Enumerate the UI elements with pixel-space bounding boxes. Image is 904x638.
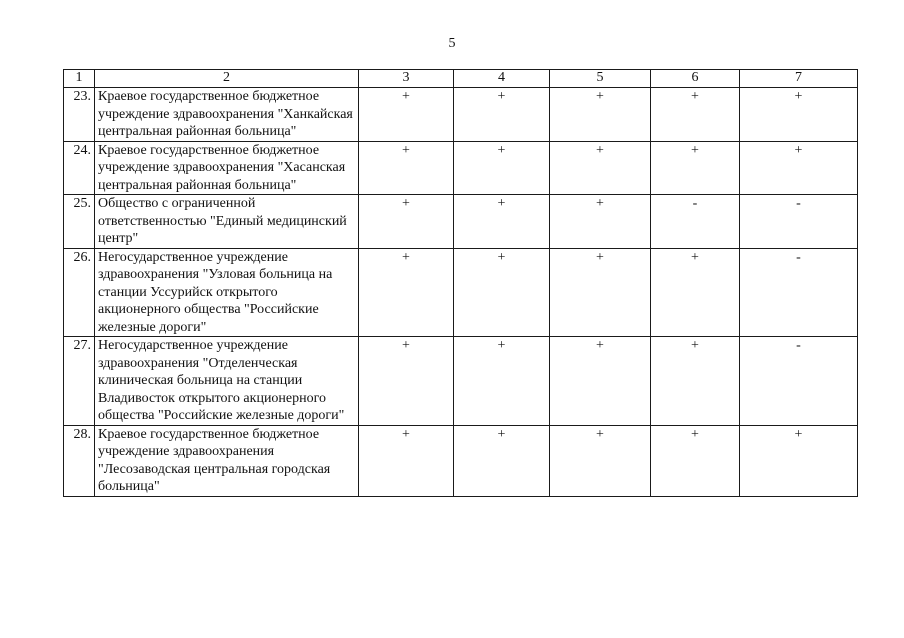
header-col-6: 6 <box>651 70 740 88</box>
header-col-5: 5 <box>550 70 651 88</box>
mark-col-7: + <box>740 141 858 195</box>
header-col-2: 2 <box>95 70 359 88</box>
mark-col-5: + <box>550 248 651 337</box>
mark-col-6: - <box>651 195 740 249</box>
institution-name: Краевое государственное бюджетное учреждение здравоохранения "Ханкайская центральная районная больница" <box>95 88 359 142</box>
page-number: 5 <box>448 36 456 51</box>
mark-col-5: + <box>550 195 651 249</box>
row-number: 26. <box>64 248 95 337</box>
mark-col-3: + <box>359 141 454 195</box>
institutions-table <box>63 69 858 497</box>
row-number: 23. <box>64 88 95 142</box>
table-row <box>64 337 858 426</box>
header-col-3: 3 <box>359 70 454 88</box>
mark-col-5: + <box>550 425 651 496</box>
mark-col-4: + <box>454 195 550 249</box>
header-col-1: 1 <box>64 70 95 88</box>
mark-col-4: + <box>454 141 550 195</box>
table-row <box>64 141 858 195</box>
institution-name: Краевое государственное бюджетное учреждение здравоохранения "Хасанская центральная районная больница" <box>95 141 359 195</box>
header-col-4: 4 <box>454 70 550 88</box>
mark-col-3: + <box>359 195 454 249</box>
mark-col-6: + <box>651 337 740 426</box>
mark-col-5: + <box>550 141 651 195</box>
mark-col-7: - <box>740 337 858 426</box>
mark-col-3: + <box>359 337 454 426</box>
table-row <box>64 248 858 337</box>
mark-col-4: + <box>454 248 550 337</box>
mark-col-3: + <box>359 88 454 142</box>
table-row <box>64 195 858 249</box>
mark-col-6: + <box>651 248 740 337</box>
header-col-7: 7 <box>740 70 858 88</box>
mark-col-4: + <box>454 425 550 496</box>
row-number: 27. <box>64 337 95 426</box>
institution-name: Негосударственное учреждение здравоохранения "Узловая больница на станции Уссурийск открытого акционерного общества "Российские железные дороги" <box>95 248 359 337</box>
table-header <box>64 70 858 88</box>
row-number: 28. <box>64 425 95 496</box>
mark-col-5: + <box>550 337 651 426</box>
institution-name: Краевое государственное бюджетное учреждение здравоохранения "Лесозаводская центральная городская больница" <box>95 425 359 496</box>
table-row <box>64 88 858 142</box>
mark-col-5: + <box>550 88 651 142</box>
institution-name: Общество с ограниченной ответственностью "Единый медицинский центр" <box>95 195 359 249</box>
mark-col-6: + <box>651 88 740 142</box>
table-row <box>64 425 858 496</box>
mark-col-7: + <box>740 425 858 496</box>
mark-col-7: - <box>740 248 858 337</box>
institution-name: Негосударственное учреждение здравоохранения "Отделенческая клиническая больница на станции Владивосток открытого акционерного общества "Российские железные дороги" <box>95 337 359 426</box>
mark-col-4: + <box>454 337 550 426</box>
mark-col-7: - <box>740 195 858 249</box>
row-number: 25. <box>64 195 95 249</box>
mark-col-3: + <box>359 425 454 496</box>
header-row <box>64 70 858 88</box>
table-body <box>64 88 858 497</box>
row-number: 24. <box>64 141 95 195</box>
mark-col-6: + <box>651 425 740 496</box>
mark-col-7: + <box>740 88 858 142</box>
mark-col-6: + <box>651 141 740 195</box>
mark-col-3: + <box>359 248 454 337</box>
mark-col-4: + <box>454 88 550 142</box>
